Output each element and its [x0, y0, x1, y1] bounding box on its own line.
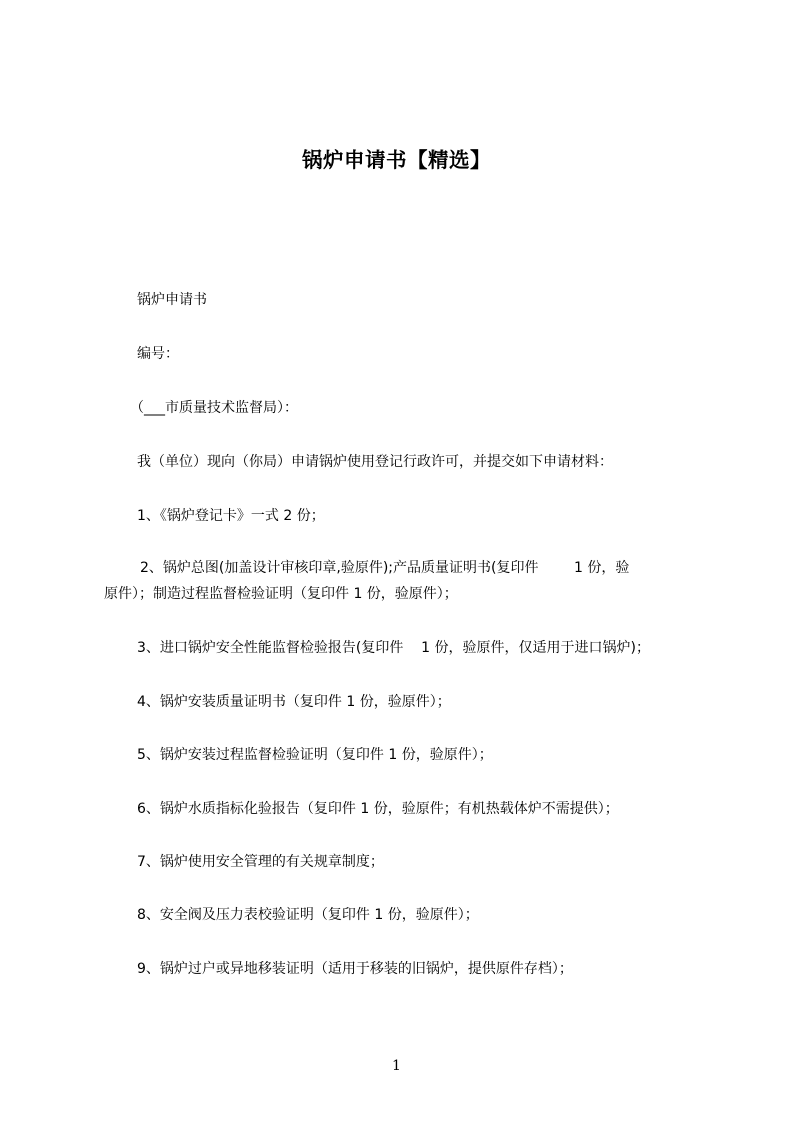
list-item: 9、锅炉过户或异地移装证明（适用于移装的旧锅炉，提供原件存档）； — [137, 961, 573, 977]
list-item: 6、锅炉水质指标化验报告（复印件 1 份，验原件；有机热载体炉不需提供）； — [137, 801, 619, 817]
list-item: 5、锅炉安装过程监督检验证明（复印件 1 份，验原件）； — [137, 747, 493, 763]
list-item: 8、安全阀及压力表校验证明（复印件 1 份，验原件）； — [137, 907, 479, 923]
list-item-continuation: 原件）；制造过程监督检验证明（复印件 1 份，验原件）； — [104, 586, 458, 602]
number-label: 编号： — [137, 346, 179, 362]
list-item: 2、锅炉总图(加盖设计审核印章,验原件);产品质量证明书(复印件 1 份，验 — [140, 560, 630, 576]
document-title: 锅炉申请书【精选】 — [302, 148, 491, 172]
list-item: 4、锅炉安装质量证明书（复印件 1 份，验原件）； — [137, 694, 451, 710]
list-item: 1、《锅炉登记卡》一式 2 份； — [137, 508, 325, 524]
intro-paragraph: 我（单位）现向（你局）申请锅炉使用登记行政许可，并提交如下申请材料： — [137, 454, 613, 470]
addressee-line: （___市质量技术监督局）： — [130, 400, 298, 416]
page-number: 1 — [392, 1058, 401, 1074]
section-heading: 锅炉申请书 — [137, 292, 207, 308]
list-item: 3、进口锅炉安全性能监督检验报告(复印件 1 份，验原件，仅适用于进口锅炉)； — [137, 640, 650, 656]
list-item: 7、锅炉使用安全管理的有关规章制度； — [137, 854, 384, 870]
